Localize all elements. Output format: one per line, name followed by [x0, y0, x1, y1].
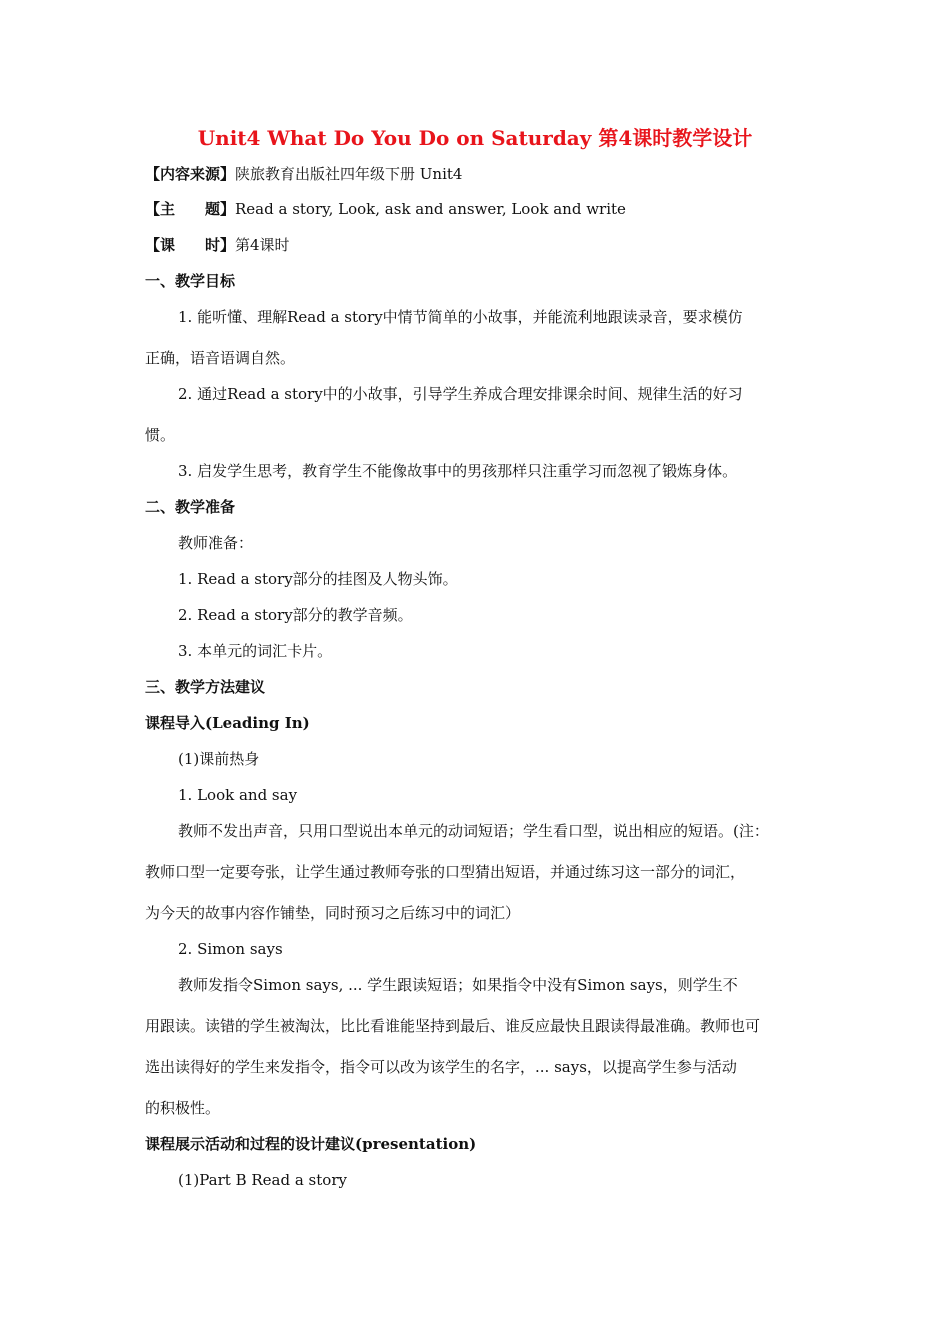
prep-item-3: 3. 本单元的词汇卡片。 [178, 642, 333, 660]
period-label: 【课 时】 [145, 236, 236, 254]
objective-3: 3. 启发学生思考，教育学生不能像故事中的男孩那样只注重学习而忽视了锻炼身体。 [178, 462, 738, 480]
objective-2-line2: 惯。 [145, 426, 176, 444]
simon-paragraph-line4: 的积极性。 [145, 1099, 221, 1117]
warmup-label: (1)课前热身 [178, 750, 260, 768]
topic-row [145, 199, 626, 219]
objective-1-line1: 1. 能听懂、理解Read a story中情节简单的小故事，并能流利地跟读录音，要求模仿 [178, 308, 743, 326]
period-row [145, 235, 290, 255]
section1-heading: 一、教学目标 [145, 272, 236, 290]
look-say-paragraph-line1: 教师不发出声音，只用口型说出本单元的动词短语；学生看口型，说出相应的短语。(注： [178, 822, 769, 840]
look-and-say-label: 1. Look and say [178, 786, 298, 804]
section3-heading: 三、教学方法建议 [145, 678, 266, 696]
leading-in-heading: 课程导入(Leading In) [145, 714, 310, 732]
section2-heading: 二、教学准备 [145, 498, 236, 516]
objective-2-line1: 2. 通过Read a story中的小故事，引导学生养成合理安排课余时间、规律生活的好习 [178, 385, 743, 403]
look-say-paragraph-line3: 为今天的故事内容作铺垫，同时预习之后练习中的词汇） [145, 904, 521, 922]
simon-paragraph-line2: 用跟读。读错的学生被淘汰，比比看谁能坚持到最后、谁反应最快且跟读得最准确。教师也可 [145, 1017, 761, 1035]
source-row [145, 164, 462, 184]
objective-1-line2: 正确，语音语调自然。 [145, 349, 296, 367]
simon-says-label: 2. Simon says [178, 940, 283, 958]
teacher-prep-label: 教师准备： [178, 534, 254, 552]
part-b-label: (1)Part B Read a story [178, 1171, 347, 1189]
prep-item-1: 1. Read a story部分的挂图及人物头饰。 [178, 570, 458, 588]
period-value: 第4课时 [235, 236, 290, 254]
simon-paragraph-line3: 选出读得好的学生来发指令，指令可以改为该学生的名字，... says，以提高学生参与活动 [145, 1058, 737, 1076]
topic-label: 【主 题】 [145, 200, 236, 218]
source-label: 【内容来源】 [145, 165, 236, 183]
look-say-paragraph-line2: 教师口型一定要夸张，让学生通过教师夸张的口型猜出短语，并通过练习这一部分的词汇， [145, 863, 746, 881]
presentation-heading: 课程展示活动和过程的设计建议(presentation) [145, 1135, 477, 1153]
simon-paragraph-line1: 教师发指令Simon says, ... 学生跟读短语；如果指令中没有Simon says，则学生不 [178, 976, 738, 994]
document-title: Unit4 What Do You Do on Saturday 第4课时教学设计 [197, 126, 753, 150]
topic-value: Read a story, Look, ask and answer, Look and write [235, 200, 626, 218]
prep-item-2: 2. Read a story部分的教学音频。 [178, 606, 413, 624]
source-value: 陕旅教育出版社四年级下册 Unit4 [235, 165, 463, 183]
